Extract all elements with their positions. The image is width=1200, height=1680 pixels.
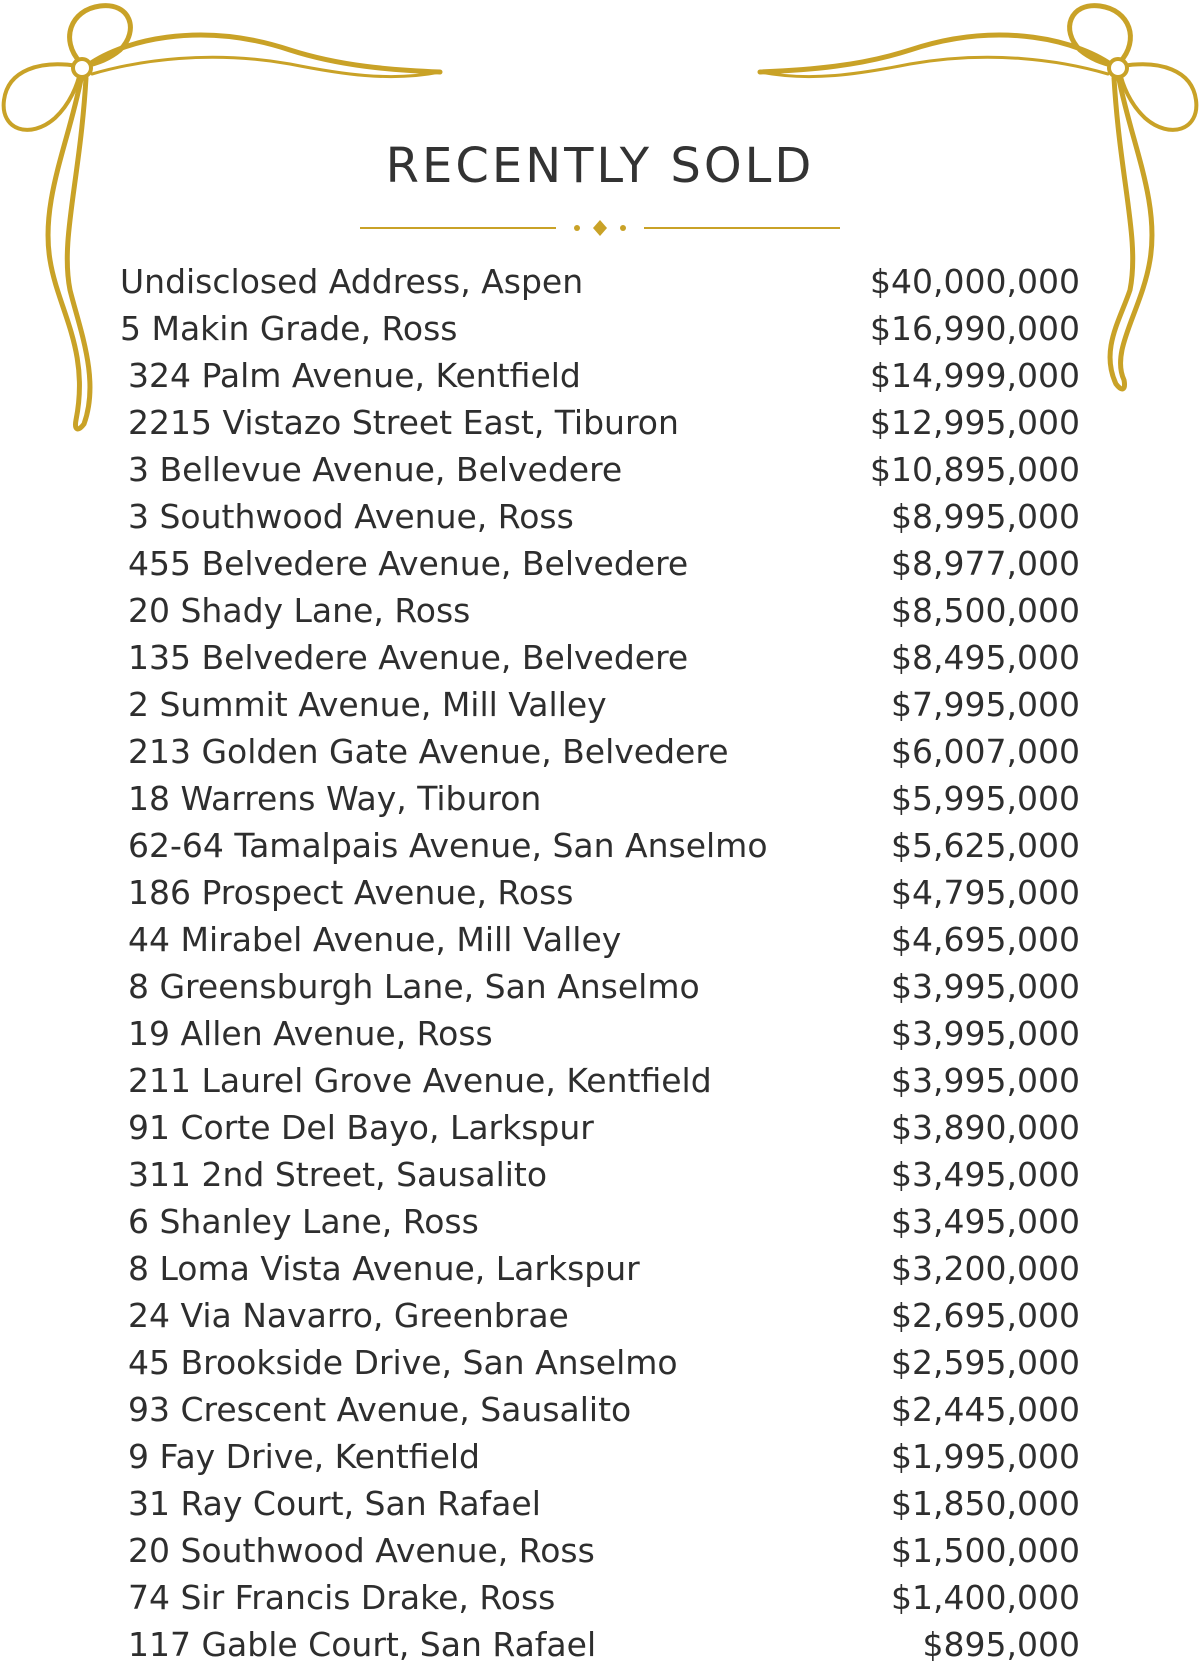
sale-address: 211 Laurel Grove Avenue, Kentfield xyxy=(128,1061,712,1100)
sale-row xyxy=(120,1527,1080,1574)
sale-address: 8 Loma Vista Avenue, Larkspur xyxy=(128,1249,640,1288)
sale-row xyxy=(120,352,1080,399)
sale-row xyxy=(120,728,1080,775)
sale-address: 31 Ray Court, San Rafael xyxy=(128,1484,541,1523)
sale-row xyxy=(120,258,1080,305)
sale-address: 186 Prospect Avenue, Ross xyxy=(128,873,574,912)
sale-price: $14,999,000 xyxy=(870,356,1080,395)
sale-address: 3 Southwood Avenue, Ross xyxy=(128,497,574,536)
sale-row xyxy=(120,822,1080,869)
sale-address: 3 Bellevue Avenue, Belvedere xyxy=(128,450,623,489)
sale-address: 2215 Vistazo Street East, Tiburon xyxy=(128,403,679,442)
sale-price: $1,995,000 xyxy=(891,1437,1080,1476)
sale-price: $1,500,000 xyxy=(891,1531,1080,1570)
sale-row xyxy=(120,775,1080,822)
sale-price: $2,695,000 xyxy=(891,1296,1080,1335)
sale-price: $10,895,000 xyxy=(870,450,1080,489)
sale-row xyxy=(120,587,1080,634)
sale-address: 18 Warrens Way, Tiburon xyxy=(128,779,542,818)
sale-address: 8 Greensburgh Lane, San Anselmo xyxy=(128,967,700,1006)
sale-address: 6 Shanley Lane, Ross xyxy=(128,1202,479,1241)
sale-row xyxy=(120,1104,1080,1151)
sale-price: $3,200,000 xyxy=(891,1249,1080,1288)
sale-address: 117 Gable Court, San Rafael xyxy=(128,1625,597,1664)
sale-price: $8,995,000 xyxy=(891,497,1080,536)
sale-price: $12,995,000 xyxy=(870,403,1080,442)
sale-row xyxy=(120,540,1080,587)
sale-address: 74 Sir Francis Drake, Ross xyxy=(128,1578,556,1617)
sale-row xyxy=(120,493,1080,540)
sale-address: 2 Summit Avenue, Mill Valley xyxy=(128,685,607,724)
sale-row xyxy=(120,1339,1080,1386)
sale-address: 5 Makin Grade, Ross xyxy=(120,309,458,348)
sale-price: $1,850,000 xyxy=(891,1484,1080,1523)
sale-price: $4,695,000 xyxy=(891,920,1080,959)
sale-address: 19 Allen Avenue, Ross xyxy=(128,1014,493,1053)
sale-address: 24 Via Navarro, Greenbrae xyxy=(128,1296,569,1335)
sale-price: $6,007,000 xyxy=(891,732,1080,771)
sale-price: $3,995,000 xyxy=(891,1014,1080,1053)
sale-address: 91 Corte Del Bayo, Larkspur xyxy=(128,1108,594,1147)
sale-price: $40,000,000 xyxy=(870,262,1080,301)
sale-row xyxy=(120,399,1080,446)
sale-address: 20 Shady Lane, Ross xyxy=(128,591,471,630)
sale-price: $895,000 xyxy=(922,1625,1080,1664)
sale-address: 20 Southwood Avenue, Ross xyxy=(128,1531,595,1570)
sales-list xyxy=(120,258,1080,1668)
ornamental-divider-icon xyxy=(360,218,840,238)
sale-price: $1,400,000 xyxy=(891,1578,1080,1617)
page-title: RECENTLY SOLD xyxy=(385,138,815,194)
sale-row xyxy=(120,1386,1080,1433)
sale-address: 213 Golden Gate Avenue, Belvedere xyxy=(128,732,729,771)
sale-row xyxy=(120,1480,1080,1527)
sale-address: 45 Brookside Drive, San Anselmo xyxy=(128,1343,678,1382)
sale-price: $7,995,000 xyxy=(891,685,1080,724)
sale-address: 9 Fay Drive, Kentfield xyxy=(128,1437,480,1476)
sale-address: 135 Belvedere Avenue, Belvedere xyxy=(128,638,689,677)
sale-price: $2,595,000 xyxy=(891,1343,1080,1382)
sale-price: $4,795,000 xyxy=(891,873,1080,912)
sale-address: 62-64 Tamalpais Avenue, San Anselmo xyxy=(128,826,768,865)
sale-row xyxy=(120,1433,1080,1480)
sale-price: $3,995,000 xyxy=(891,1061,1080,1100)
sale-row xyxy=(120,869,1080,916)
sale-row xyxy=(120,634,1080,681)
sale-price: $5,625,000 xyxy=(891,826,1080,865)
sale-row xyxy=(120,1198,1080,1245)
sale-price: $5,995,000 xyxy=(891,779,1080,818)
sale-row xyxy=(120,305,1080,352)
sale-price: $8,977,000 xyxy=(891,544,1080,583)
sale-price: $8,500,000 xyxy=(891,591,1080,630)
sale-address: Undisclosed Address, Aspen xyxy=(120,262,584,301)
sale-row xyxy=(120,446,1080,493)
sale-address: 93 Crescent Avenue, Sausalito xyxy=(128,1390,632,1429)
sale-address: 324 Palm Avenue, Kentfield xyxy=(128,356,581,395)
sale-row xyxy=(120,916,1080,963)
sale-price: $3,890,000 xyxy=(891,1108,1080,1147)
sale-row xyxy=(120,1151,1080,1198)
sale-price: $3,495,000 xyxy=(891,1202,1080,1241)
sale-price: $3,995,000 xyxy=(891,967,1080,1006)
sale-price: $16,990,000 xyxy=(870,309,1080,348)
sale-row xyxy=(120,681,1080,728)
sale-address: 455 Belvedere Avenue, Belvedere xyxy=(128,544,689,583)
sale-row xyxy=(120,1292,1080,1339)
sale-price: $8,495,000 xyxy=(891,638,1080,677)
sale-row xyxy=(120,963,1080,1010)
sale-row xyxy=(120,1057,1080,1104)
sale-address: 44 Mirabel Avenue, Mill Valley xyxy=(128,920,622,959)
sale-row xyxy=(120,1010,1080,1057)
sale-address: 311 2nd Street, Sausalito xyxy=(128,1155,548,1194)
sale-price: $3,495,000 xyxy=(891,1155,1080,1194)
sale-row xyxy=(120,1245,1080,1292)
sale-price: $2,445,000 xyxy=(891,1390,1080,1429)
sale-row xyxy=(120,1574,1080,1621)
sale-row xyxy=(120,1621,1080,1668)
